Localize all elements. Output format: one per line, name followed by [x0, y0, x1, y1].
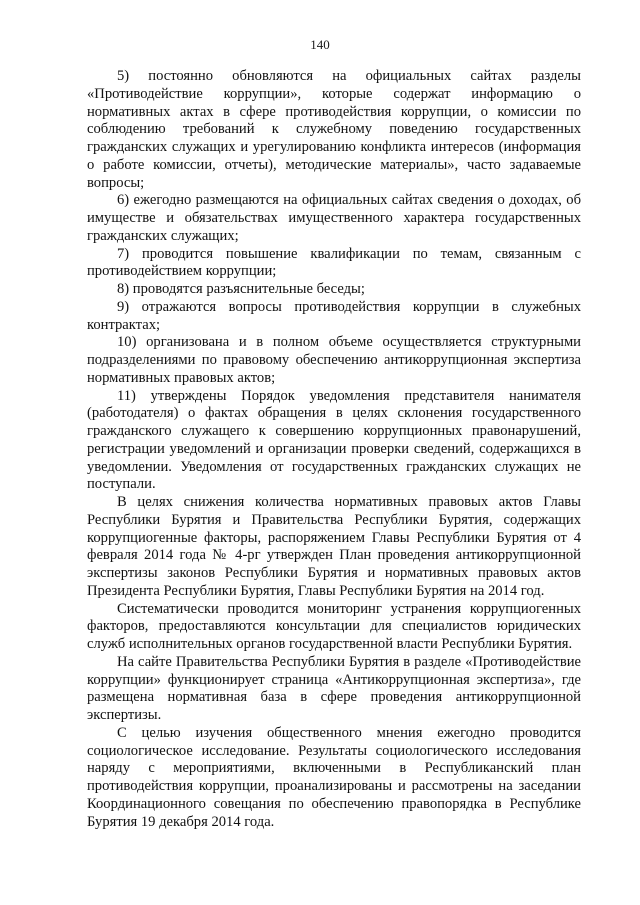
paragraph-sociological-study: С целью изучения общественного мнения ежегодно проводится социологическое исследование. Результаты социологического исследования наряду с мероприятиями, включенными в Республиканский план противодействия коррупции, проанализированы и рассмотрены на заседании Координационного совещания по обеспечению правопорядка в Республике Бурятия 19 декабря 2014 года.: [87, 724, 581, 830]
paragraph-monitoring: Систематически проводится мониторинг устранения коррупциогенных факторов, предоставляются консультации для специалистов юридических служб исполнительных органов государственной власти Республики Бурятия.: [87, 600, 581, 652]
paragraph-website-section: На сайте Правительства Республики Бурятия в разделе «Противодействие коррупции» функционирует страница «Антикоррупционная экспертиза», где размещена нормативная база в сфере проведения антикоррупционной экспертизы.: [87, 653, 581, 723]
paragraph-item-5: 5) постоянно обновляются на официальных сайтах разделы «Противодействие коррупции», которые содержат информацию о нормативных актах в сфере противодействия коррупции, о комиссии по соблюдению требований к служебному поведению государственных гражданских служащих и урегулированию конфликта интересов (информация о работе комиссии, отчеты), методические материалы», часто задаваемые вопросы;: [87, 68, 581, 191]
body-text: [87, 68, 581, 831]
paragraph-item-8: 8) проводятся разъяснительные беседы;: [117, 281, 365, 297]
paragraph-item-7: 7) проводится повышение квалификации по темам, связанным с противодействием коррупции;: [87, 245, 581, 280]
paragraph-item-11: 11) утверждены Порядок уведомления представителя нанимателя (работодателя) о фактах обращения в целях склонения государственного гражданского служащего к совершению коррупционных правонарушений, регистрации уведомлений и организации проверки сведений, содержащихся в уведомлении. Уведомления от государственных гражданских служащих не поступали.: [87, 387, 581, 493]
paragraph-item-6: 6) ежегодно размещаются на официальных сайтах сведения о доходах, об имуществе и обязательствах имущественного характера государственных гражданских служащих;: [87, 192, 581, 244]
paragraph-anticorruption-plan: В целях снижения количества нормативных правовых актов Главы Республики Бурятия и Правительства Республики Бурятия, содержащих коррупциогенные факторы, распоряжением Главы Республики Бурятия от 4 февраля 2014 года № 4-рг утвержден План проведения антикоррупционной экспертизы законов Республики Бурятия и нормативных правовых актов Президента Республики Бурятия, Главы Республики Бурятия на 2014 год.: [87, 494, 581, 599]
paragraph-item-10: 10) организована и в полном объеме осуществляется структурными подразделениями по правовому обеспечению антикоррупционная экспертиза нормативных правовых актов;: [87, 334, 581, 386]
paragraph-item-9: 9) отражаются вопросы противодействия коррупции в служебных контрактах;: [87, 298, 581, 333]
page-number: 140: [310, 37, 330, 52]
